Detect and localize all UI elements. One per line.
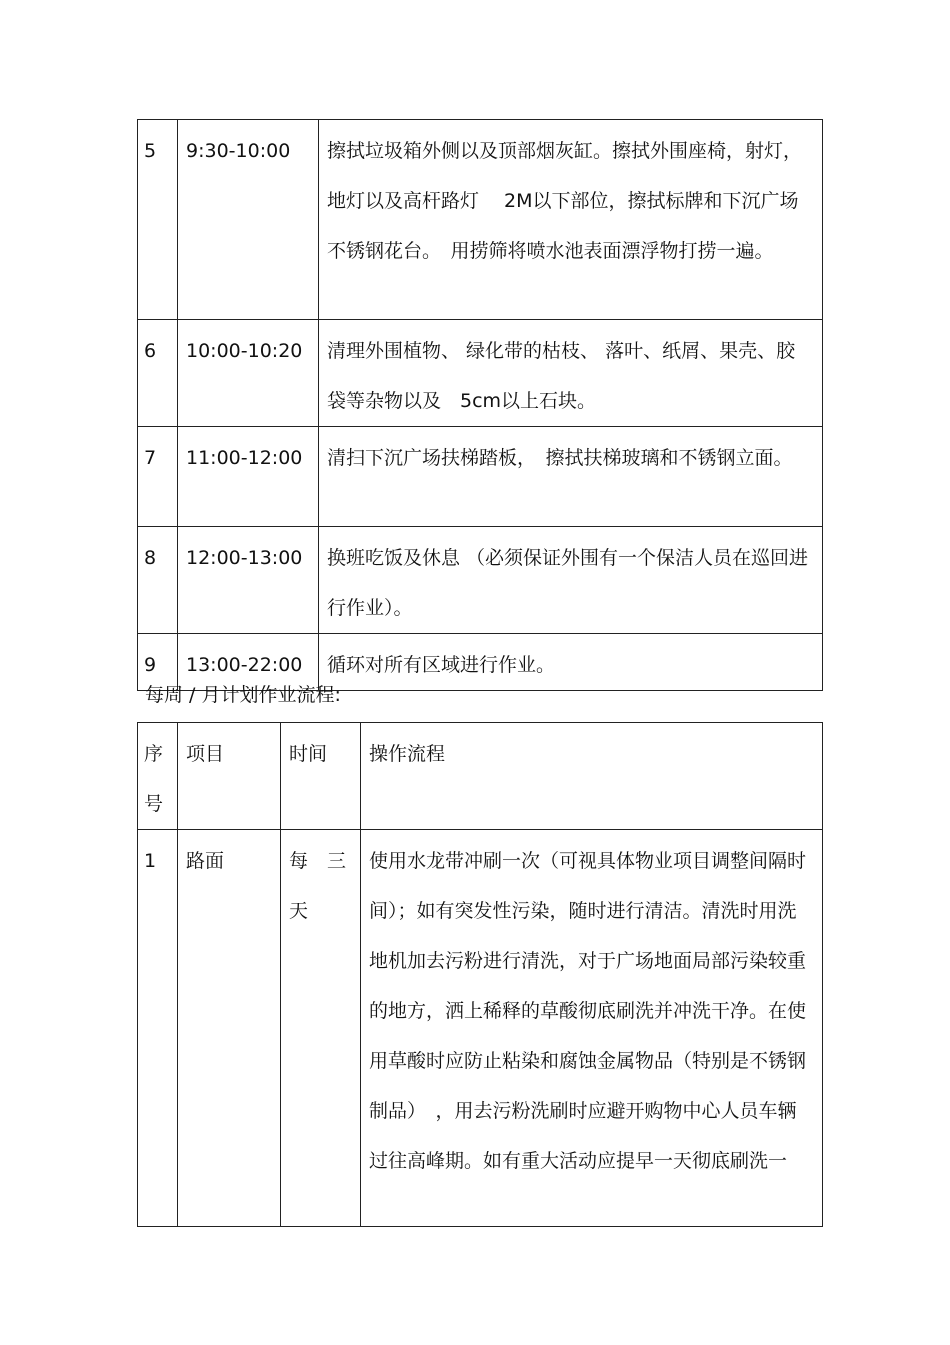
row-item: 路面 — [186, 850, 225, 872]
row-number: 1 — [144, 850, 157, 872]
row-process: 使用水龙带冲刷一次（可视具体物业项目调整间隔时间）；如有突发性污染，随时进行清洁。清洗时用洗地机加去污粉进行清洗，对于广场地面局部污染较重的地方，洒上稀释的草酸彻底刷洗并冲洗干净。在使用草酸时应防止粘染和腐蚀金属物品（特别是不锈钢制品） ，用去污粉洗刷时应避开购物中心人员车辆过往高峰期。如有重大活动应提早一天彻底刷洗一 — [369, 850, 807, 1172]
row-time: 13:00-22:00 — [186, 654, 303, 676]
header-item: 项目 — [186, 743, 225, 765]
daily-schedule-table — [137, 119, 823, 691]
header-time: 时间 — [289, 743, 328, 765]
header-number: 序号 — [144, 743, 164, 815]
table-row — [138, 527, 823, 634]
row-number: 9 — [144, 654, 157, 676]
row-frequency: 每 三天 — [289, 850, 347, 922]
header-process: 操作流程 — [369, 743, 446, 765]
table-row — [138, 120, 823, 320]
weekly-monthly-plan-table — [137, 722, 823, 1227]
table-row — [138, 427, 823, 527]
table-header-row — [138, 723, 823, 830]
row-task: 擦拭垃圾箱外侧以及顶部烟灰缸。擦拭外围座椅，射灯，地灯以及高杆路灯 2M以下部位，擦拭标牌和下沉广场不锈钢花台。 用捞筛将喷水池表面漂浮物打捞一遍。 — [327, 140, 803, 262]
section-caption: 每周 / 月计划作业流程: — [145, 684, 341, 706]
table-row — [138, 830, 823, 1227]
row-time: 12:00-13:00 — [186, 547, 303, 569]
row-time: 10:00-10:20 — [186, 340, 303, 362]
row-task: 循环对所有区域进行作业。 — [327, 654, 556, 676]
row-number: 5 — [144, 140, 157, 162]
table-row — [138, 320, 823, 427]
row-time: 9:30-10:00 — [186, 140, 291, 162]
row-number: 6 — [144, 340, 157, 362]
row-task: 清扫下沉广场扶梯踏板， 擦拭扶梯玻璃和不锈钢立面。 — [327, 447, 793, 469]
row-number: 8 — [144, 547, 157, 569]
row-task: 清理外围植物、 绿化带的枯枝、 落叶、纸屑、果壳、胶袋等杂物以及 5cm以上石块。 — [327, 340, 796, 412]
row-time: 11:00-12:00 — [186, 447, 303, 469]
row-task: 换班吃饭及休息 （必须保证外围有一个保洁人员在巡回进行作业）。 — [327, 547, 809, 619]
row-number: 7 — [144, 447, 157, 469]
